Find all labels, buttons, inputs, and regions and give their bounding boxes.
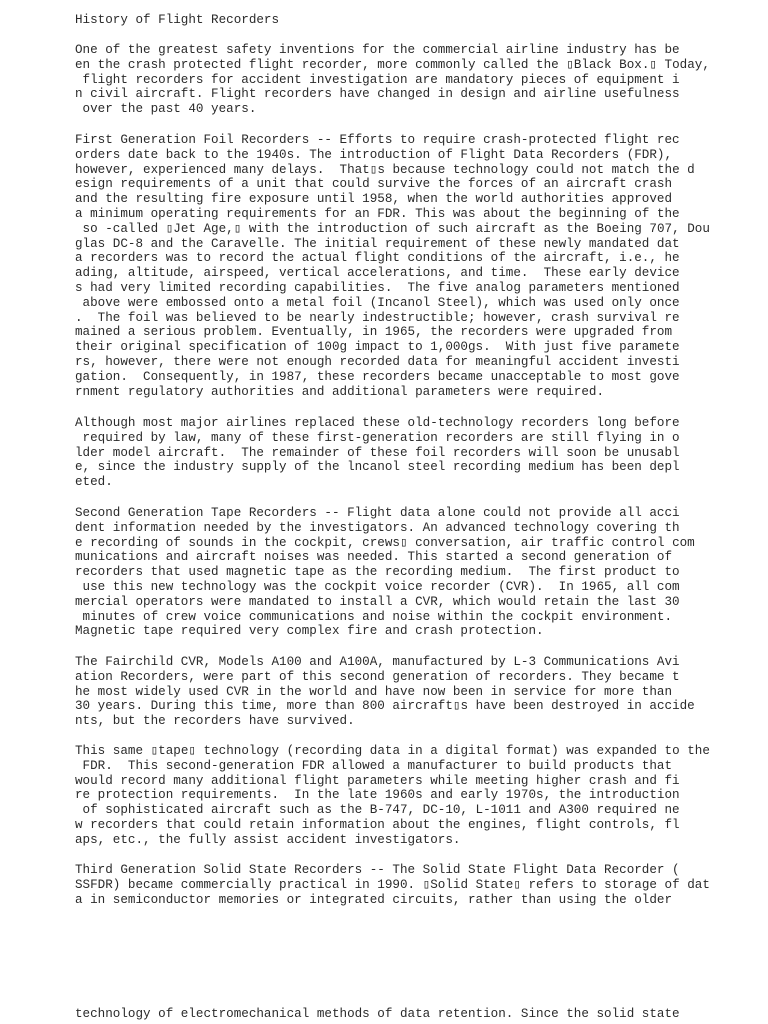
paragraph-fairchild-cvr: The Fairchild CVR, Models A100 and A100A, manufactured by L-3 Communications Avi ation Recorders, were part of this second generation of recorders. They became t he most widely used CVR in the world and have now been in service for more than 30 years. During this time, more than 800 aircraft▯s have been destroyed in accide nts, but the recorders have survived. xyxy=(75,655,695,729)
paragraph-tape-technology: This same ▯tape▯ technology (recording data in a digital format) was expanded to the FDR. This second-generation FDR allowed a manufacturer to build products that would record many additional flight parameters while meeting higher crash and fi re protection requirements. In the late 1960s and early 1970s, the introduction of sophisticated aircraft such as the B-747, DC-10, L-1011 and A300 required ne w recorders that could retain information about the engines, flight controls, fl aps, etc., the fully assist accident investigators. xyxy=(75,744,710,847)
document-title: History of Flight Recorders xyxy=(75,13,280,27)
paragraph-third-generation: Third Generation Solid State Recorders -- The Solid State Flight Data Recorder ( SSFDR) became commercially practical in 1990. ▯Solid State▯ refers to storage of dat a in semiconductor memories or integrated circuits, rather than using the older xyxy=(75,863,710,907)
paragraph-intro: One of the greatest safety inventions for the commercial airline industry has be en the crash protected flight recorder, more commonly called the ▯Black Box.▯ Today, flight recorders for accident investigation are mandatory pieces of equipment i n civil aircraft. Flight recorders have changed in design and airline usefulness over the past 40 years. xyxy=(75,43,710,117)
paragraph-second-generation: Second Generation Tape Recorders -- Flight data alone could not provide all acci dent information needed by the investigators. An advanced technology covering th e recording of sounds in the cockpit, crews▯ conversation, air traffic control com munications and aircraft noises was needed. This started a second generation of recorders that used magnetic tape as the recording medium. The first product to use this new technology was the cockpit voice recorder (CVR). In 1965, all com mercial operators were mandated to install a CVR, which would retain the last 30 minutes of crew voice communications and noise within the cockpit environment. Magnetic tape required very complex fire and crash protection. xyxy=(75,506,695,639)
continuation-line: technology of electromechanical methods of data retention. Since the solid state xyxy=(75,1007,680,1021)
paragraph-first-generation: First Generation Foil Recorders -- Efforts to require crash-protected flight rec orders date back to the 1940s. The introduction of Flight Data Recorders (FDR), however, experienced many delays. That▯s because technology could not match the d esign requirements of a unit that could survive the forces of an aircraft crash and the resulting fire exposure until 1958, when the world authorities approved a minimum operating requirements for an FDR. This was about the beginning of the so -called ▯Jet Age,▯ with the introduction of such aircraft as the Boeing 707, Dou glas DC-8 and the Caravelle. The initial requirement of these newly mandated dat a recorders was to record the actual flight conditions of the aircraft, i.e., he ading, altitude, airspeed, vertical accelerations, and time. These early device s had very limited recording capabilities. The five analog parameters mentioned above were embossed onto a metal foil (Incanol Steel), which was used only once . The foil was believed to be nearly indestructible; however, crash survival re mained a serious problem. Eventually, in 1965, the recorders were upgraded from their original specification of 100g impact to 1,000gs. With just five paramete rs, however, there were not enough recorded data for meaningful accident investi gation. Consequently, in 1987, these recorders became unacceptable to most gove rnment regulatory authorities and additional parameters were required. xyxy=(75,133,710,399)
paragraph-old-technology: Although most major airlines replaced these old-technology recorders long before required by law, many of these first-generation recorders are still flying in o lder model aircraft. The remainder of these foil recorders will soon be unusabl e, since the industry supply of the lncanol steel recording medium has been depl eted. xyxy=(75,416,680,490)
